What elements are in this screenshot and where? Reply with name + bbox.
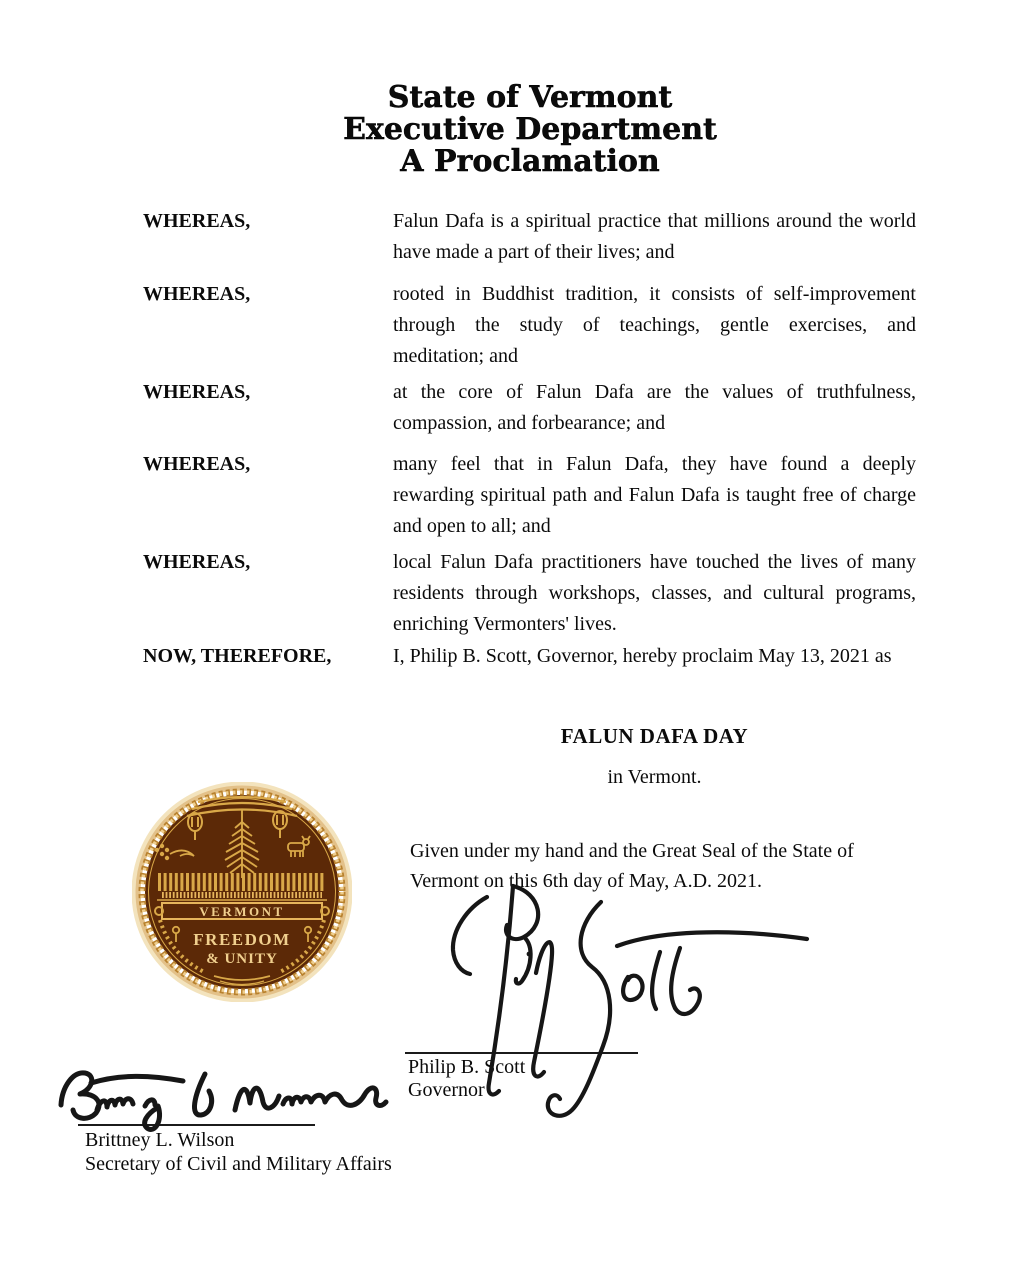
governor-name: Philip B. Scott <box>408 1056 526 1078</box>
governor-signature-block <box>408 1056 525 1102</box>
proclamation-location: in Vermont. <box>607 766 702 788</box>
clause-label: WHEREAS, <box>143 551 251 573</box>
governor-title: Governor <box>408 1079 485 1101</box>
clause-text: I, Philip B. Scott, Governor, hereby proclaim May 13, 2021 as <box>393 645 892 667</box>
clause-label: NOW, THEREFORE, <box>143 645 332 667</box>
secretary-name: Brittney L. Wilson <box>85 1129 235 1151</box>
seal-motto-unity: & UNITY <box>206 951 278 967</box>
header-proclamation: A Proclamation <box>400 144 660 179</box>
clause-label: WHEREAS, <box>143 210 251 232</box>
seal-banner <box>155 903 329 919</box>
secretary-signature-block <box>85 1128 392 1176</box>
clause-text: many feel that in Falun Dafa, they have found a deeply rewarding spiritual path and Falun Dafa is taught free of charge and open to all; and <box>393 453 916 537</box>
header-state: State of Vermont <box>387 80 673 115</box>
header-department: Executive Department <box>343 112 717 147</box>
secretary-signature-line <box>78 1124 315 1126</box>
proclamation-title: FALUN DAFA DAY <box>560 724 749 748</box>
secretary-title: Secretary of Civil and Military Affairs <box>85 1153 392 1175</box>
clause-text: rooted in Buddhist tradition, it consists of self-improvement through the study of teachings, gentle exercises, and meditation; and <box>393 283 916 367</box>
vermont-state-seal-icon <box>132 782 352 1002</box>
governor-signature-line <box>405 1052 638 1054</box>
clause-text: at the core of Falun Dafa are the values of truthfulness, compassion, and forbearance; and <box>393 381 916 434</box>
clause-label: WHEREAS, <box>143 453 251 475</box>
attestation-text: Given under my hand and the Great Seal of the State of Vermont on this 6th day of May, A.D. 2021. <box>410 840 854 892</box>
clause-label: WHEREAS, <box>143 381 251 403</box>
clause-text: local Falun Dafa practitioners have touched the lives of many residents through workshops, classes, and cultural programs, enriching Vermonters' lives. <box>393 551 916 635</box>
document-header <box>343 82 717 178</box>
clause-text: Falun Dafa is a spiritual practice that millions around the world have made a part of their lives; and <box>393 210 916 263</box>
clause-label: WHEREAS, <box>143 283 251 305</box>
seal-motto-freedom: FREEDOM <box>193 930 291 949</box>
seal-state-name: VERMONT <box>199 904 285 919</box>
